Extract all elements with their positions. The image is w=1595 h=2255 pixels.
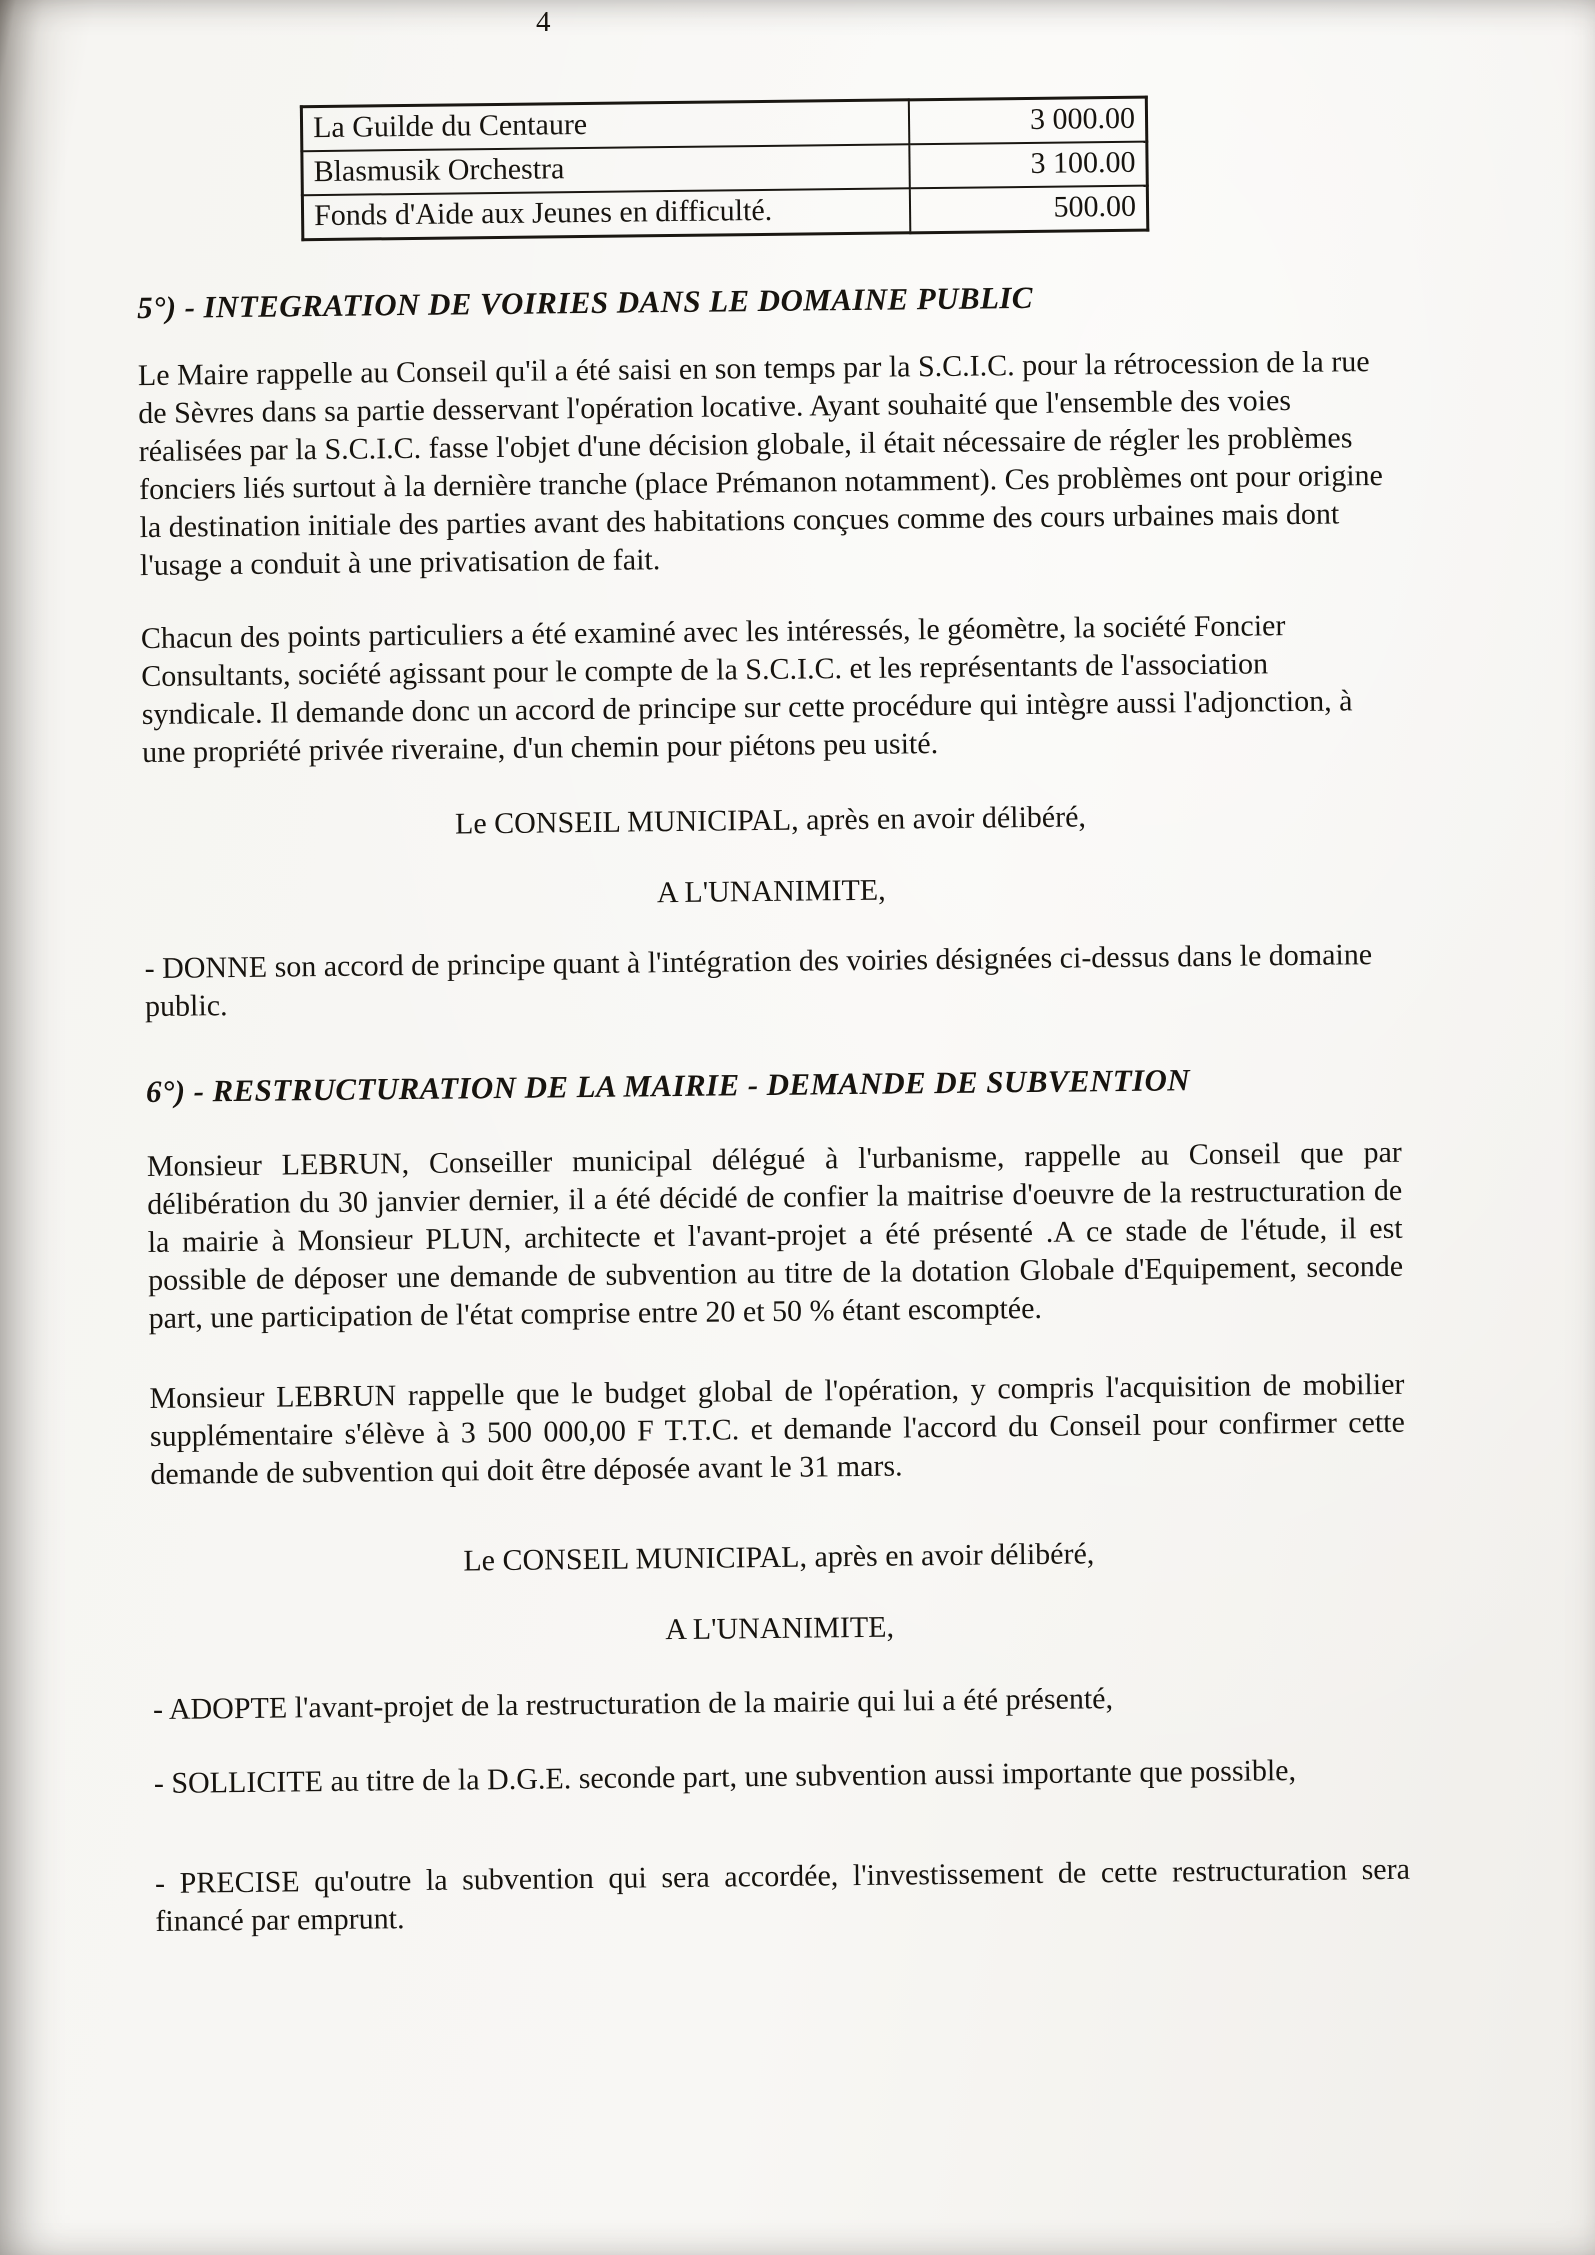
page-number: 4 bbox=[536, 6, 551, 38]
section-6-deliberation-line: Le CONSEIL MUNICIPAL, après en avoir délibéré, bbox=[463, 1537, 1095, 1578]
section-6-resolution-precise: - PRECISE qu'outre la subvention qui sera accordée, l'investissement de cette restructuration sera financé par emprunt. bbox=[154, 1852, 1411, 1938]
section-6-resolution-sollicite: - SOLLICITE au titre de la D.G.E. seconde part, une subvention aussi importante que possible, bbox=[153, 1754, 1297, 1800]
section-6-paragraph-1: Monsieur LEBRUN, Conseiller municipal délégué à l'urbanisme, rappelle au Conseil que par délibération du 30 janvier dernier, il a été décidé de confier la maitrise d'oeuvre de la restructuration de la mairie à Monsieur PLUN, architecte et l'avant-projet a été présenté .A ce stade de l'étude, il est possible de déposer une demande de subvention au titre de la dotation Globale d'Equipement, seconde part, une participation de l'état comprise entre 20 et 50 % étant escomptée. bbox=[146, 1135, 1404, 1336]
section-5-resolution-donne: - DONNE son accord de principe quant à l'intégration des voiries désignées ci-dessus dans le domaine public. bbox=[144, 938, 1373, 1024]
section-6-resolution-adopte: - ADOPTE l'avant-projet de la restructuration de la mairie qui lui a été présenté, bbox=[152, 1682, 1114, 1726]
section-5-paragraph-2: Chacun des points particuliers a été examiné avec les intéressés, le géomètre, la société Foncier Consultants, société agissant pour le compte de la S.C.I.C. et les représentants de l'association syndicale. Il demande donc un accord de principe sur cette procédure qui intègre aussi l'adjonction, à une propriété privée riveraine, d'un chemin pour piétons peu usité. bbox=[140, 609, 1353, 770]
section-6-paragraph-2: Monsieur LEBRUN rappelle que le budget global de l'opération, y compris l'acquisition de mobilier supplémentaire s'élève à 3 500 000,00 F T.T.C. et demande l'accord du Conseil pour confirmer cette demande de subvention qui doit être déposée avant le 31 mars. bbox=[149, 1367, 1406, 1492]
section-5-deliberation-line: Le CONSEIL MUNICIPAL, après en avoir délibéré, bbox=[454, 800, 1087, 841]
table-row bbox=[302, 186, 1147, 240]
subsidy-amount: 3 100.00 bbox=[909, 142, 1147, 189]
subsidy-amount: 500.00 bbox=[910, 186, 1148, 233]
subsidy-table bbox=[300, 96, 1149, 242]
subsidy-amount: 3 000.00 bbox=[909, 97, 1147, 144]
subsidy-name: La Guilde du Centaure bbox=[301, 100, 909, 151]
section-5-paragraph-1: Le Maire rappelle au Conseil qu'il a été saisi en son temps par la S.C.I.C. pour la rétrocession de la rue de Sèvres dans sa partie desservant l'opération locative. Ayant souhaité que l'ensemble des voies réalisées par la S.C.I.C. fasse l'objet d'une décision globale, il était nécessaire de régler les problèmes fonciers liés surtout à la dernière tranche (place Prémanon notamment). Ces problèmes ont pour origine la destination initiale des parties avant des habitations conçues comme des cours urbaines mais dont l'usage a conduit à une privatisation de fait. bbox=[137, 345, 1384, 583]
subsidy-name: Fonds d'Aide aux Jeunes en difficulté. bbox=[302, 188, 910, 239]
section-6-unanimity-line: A L'UNANIMITE, bbox=[665, 1610, 895, 1647]
section-5-heading: 5°) - INTEGRATION DE VOIRIES DANS LE DOMAINE PUBLIC bbox=[136, 279, 1034, 326]
subsidy-name: Blasmusik Orchestra bbox=[302, 144, 910, 195]
section-6-heading: 6°) - RESTRUCTURATION DE LA MAIRIE - DEMANDE DE SUBVENTION bbox=[145, 1062, 1191, 1110]
section-5-unanimity-line: A L'UNANIMITE, bbox=[656, 873, 886, 910]
